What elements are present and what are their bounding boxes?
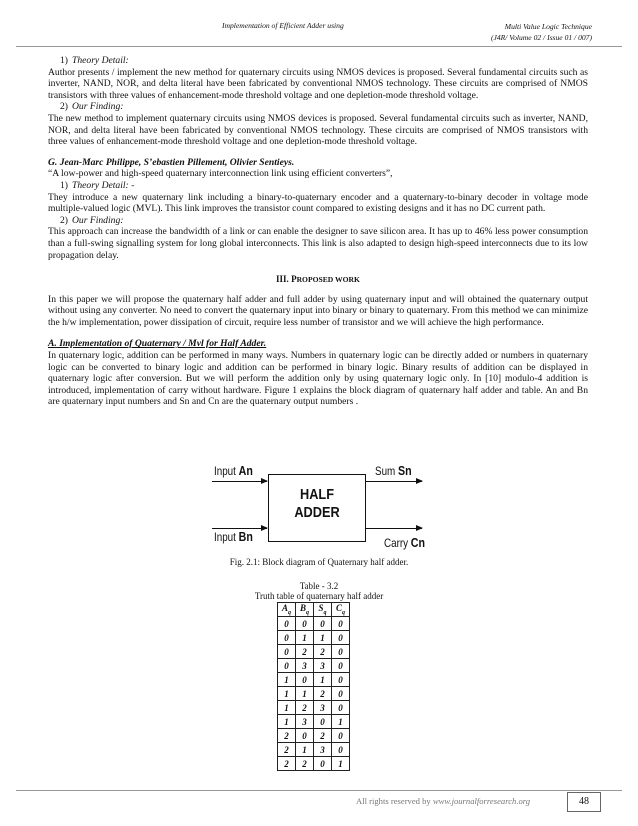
subheading-theory-1 <box>60 55 588 67</box>
header-symbol: S <box>318 603 324 614</box>
page-body <box>48 55 588 408</box>
figure-caption: Fig. 2.1: Block diagram of Quaternary half adder. <box>229 557 409 567</box>
paragraph: In this paper we will propose the quaternary half adder and full adder by using quaternary input and will obtained the quaternary output without using any converter. No need to convert the quaternary input into binary or binary to quaternary. From this method we can minimize the h/w implementation, power dissipation of circuit, require less number of transistor and we will achieve the high performance. <box>48 293 588 328</box>
table-cell: 1 <box>314 631 332 645</box>
table-row <box>278 687 350 701</box>
paragraph: They introduce a new quaternary link including a binary-to-quaternary encoder and a quaternary-to-binary decoder in voltage mode multiple-valued logic (MVL). This link improves the transistor count compared to existing designs and it has no DC current path. <box>48 191 588 215</box>
reference-quote: “A low-power and high-speed quaternary interconnection link using efficient converters”, <box>48 168 393 180</box>
subheading-number: 1) <box>60 179 68 191</box>
table-cell: 3 <box>296 715 314 729</box>
box-label-line1: HALF <box>300 486 334 503</box>
table-cell: 0 <box>332 743 350 757</box>
table-cell: 0 <box>296 729 314 743</box>
header-symbol: B <box>299 603 306 614</box>
running-header-line1: Multi Value Logic Technique <box>504 22 592 31</box>
half-adder-block-diagram <box>212 462 436 550</box>
table-row <box>278 757 350 771</box>
table-cell: 0 <box>278 645 296 659</box>
carry-output-arrow <box>366 528 422 529</box>
table-cell: 0 <box>332 645 350 659</box>
table-cell: 0 <box>314 617 332 631</box>
input-a-label: Input An <box>214 463 253 478</box>
table-cell: 1 <box>332 715 350 729</box>
table-cell: 0 <box>332 659 350 673</box>
table-cell: 2 <box>278 729 296 743</box>
header-subscript: q <box>288 609 291 616</box>
page-number: 48 <box>567 792 601 812</box>
input-b-label: Input Bn <box>214 529 253 544</box>
footer-rights-text: All rights reserved by <box>356 796 433 806</box>
subheading-title: Our Finding: <box>72 214 124 226</box>
box-label-line2: ADDER <box>294 504 340 521</box>
table-cell: 0 <box>278 659 296 673</box>
header-subscript: q <box>323 609 327 616</box>
footer-rule <box>16 790 622 791</box>
table-cell: 0 <box>314 715 332 729</box>
truth-table-header-cell <box>332 603 350 617</box>
truth-table-header-cell <box>314 603 332 617</box>
table-cell: 3 <box>314 701 332 715</box>
input-a-arrow <box>212 481 267 482</box>
subsection-heading-a: A. Implementation of Quaternary / Mvl for Half Adder. <box>48 338 267 350</box>
table-cell: 2 <box>314 645 332 659</box>
paragraph: Author presents / implement the new method for quaternary circuits using NMOS devices is proposed. Several fundamental circuits such as inverter, NAND, NOR, and delta literal have been fabricated by conventional NMOS technology. These circuits are comprised of NMOS transistors with three values of enhancement-mode threshold voltage and one depletion-mode threshold voltage. <box>48 66 588 101</box>
table-cell: 0 <box>332 701 350 715</box>
table-cell: 1 <box>278 673 296 687</box>
table-row <box>278 715 350 729</box>
table-cell: 1 <box>278 687 296 701</box>
table-cell: 1 <box>278 715 296 729</box>
subheading-number: 2) <box>60 214 68 226</box>
table-cell: 1 <box>296 687 314 701</box>
section-title-rest: ROPOSED WORK <box>296 275 360 285</box>
subheading-finding-1 <box>60 101 588 113</box>
header-subscript: q <box>342 609 345 616</box>
running-header-title: Implementation of Efficient Adder using <box>222 21 344 30</box>
truth-table-header-cell <box>278 603 296 617</box>
table-cell: 0 <box>296 617 314 631</box>
table-row <box>278 659 350 673</box>
subheading-title: Theory Detail: - <box>72 179 135 191</box>
sum-output-label: Sum Sn <box>375 463 412 478</box>
table-row <box>278 645 350 659</box>
table-cell: 2 <box>296 645 314 659</box>
header-rule <box>16 46 622 47</box>
footer-url-link[interactable]: www.journalforresearch.org <box>432 796 531 806</box>
table-cell: 1 <box>296 631 314 645</box>
table-cell: 1 <box>296 743 314 757</box>
truth-table <box>277 602 350 771</box>
table-cell: 0 <box>332 687 350 701</box>
subheading-number: 1) <box>60 55 68 66</box>
table-row <box>278 729 350 743</box>
subheading-theory-2 <box>60 180 588 192</box>
section-heading-proposed-work <box>48 274 588 286</box>
section-title-initial: P <box>291 274 297 285</box>
subheading-title: Our Finding: <box>72 101 124 113</box>
input-b-arrow <box>212 528 267 529</box>
truth-table-header-row <box>278 603 350 617</box>
table-cell: 0 <box>296 673 314 687</box>
table-cell: 1 <box>278 701 296 715</box>
table-cell: 1 <box>314 673 332 687</box>
footer-copyright <box>356 796 530 806</box>
header-subscript: q <box>306 609 309 616</box>
running-header-journal <box>491 21 592 43</box>
subheading-number: 2) <box>60 101 68 113</box>
table-cell: 3 <box>314 743 332 757</box>
reference-heading-g: G. Jean-Marc Philippe, S’ebastien Pillement, Olivier Sentieys. <box>48 156 295 168</box>
truth-table-header-cell <box>296 603 314 617</box>
table-cell: 0 <box>332 673 350 687</box>
table-cell: 2 <box>278 743 296 757</box>
table-row <box>278 673 350 687</box>
paragraph: The new method to implement quaternary circuits using NMOS devices is proposed. Several fundamental circuits such as inverter, NAND, NOR, and delta literal have been fabricated by conventional NMOS technology. These circuits are comprised of NMOS transistors with three values of enhancement-mode threshold voltage and one depletion-mode threshold voltage. <box>48 112 588 148</box>
sum-output-arrow <box>366 481 422 482</box>
table-cell: 1 <box>332 757 350 771</box>
table-cell: 0 <box>314 757 332 771</box>
table-cell: 0 <box>278 617 296 631</box>
table-row <box>278 743 350 757</box>
table-cell: 0 <box>332 729 350 743</box>
section-number: III. <box>276 274 289 285</box>
table-row <box>278 631 350 645</box>
table-cell: 2 <box>296 757 314 771</box>
table-cell: 2 <box>314 687 332 701</box>
carry-output-label: Carry Cn <box>384 535 426 550</box>
table-cell: 0 <box>332 617 350 631</box>
table-cell: 2 <box>278 757 296 771</box>
subheading-title: Theory Detail: <box>72 55 129 66</box>
table-cell: 0 <box>332 631 350 645</box>
half-adder-box-label <box>275 486 358 522</box>
table-cell: 2 <box>296 701 314 715</box>
header-symbol: C <box>335 603 342 614</box>
paragraph: This approach can increase the bandwidth of a link or can enable the designer to save silicon area. It has up to 46% less power consumption than a full-swing signalling system for long global interconnects. This link is also adapted to design high-speed interconnects due to its low propagation delay. <box>48 226 588 261</box>
table-row <box>278 617 350 631</box>
table-cell: 2 <box>314 729 332 743</box>
table-cell: 3 <box>314 659 332 673</box>
paragraph: In quaternary logic, addition can be performed in many ways. Numbers in quaternary logic can be directly added or numbers in quaternary logic can be converted to binary logic and addition can be performed in binary logic. Binary results of addition can be displayed in quaternary logic after conversion. But we will perform the addition only by using quaternary logic only. In [10] modulo-4 addition is introduced, implementation of carry without hardware. Figure 1 explains the block diagram of quaternary half adder and table. An and Bn are quaternary input numbers and Sn and Cn are the quaternary output numbers . <box>48 350 588 408</box>
subheading-finding-2 <box>60 215 588 227</box>
table-cell: 3 <box>296 659 314 673</box>
header-symbol: A <box>281 603 288 614</box>
table-row <box>278 701 350 715</box>
table-number-caption: Table - 3.2 <box>299 581 339 591</box>
table-title-caption: Truth table of quaternary half adder <box>254 591 384 601</box>
table-cell: 0 <box>278 631 296 645</box>
running-header-line2: (J4R/ Volume 02 / Issue 01 / 007) <box>490 33 592 42</box>
